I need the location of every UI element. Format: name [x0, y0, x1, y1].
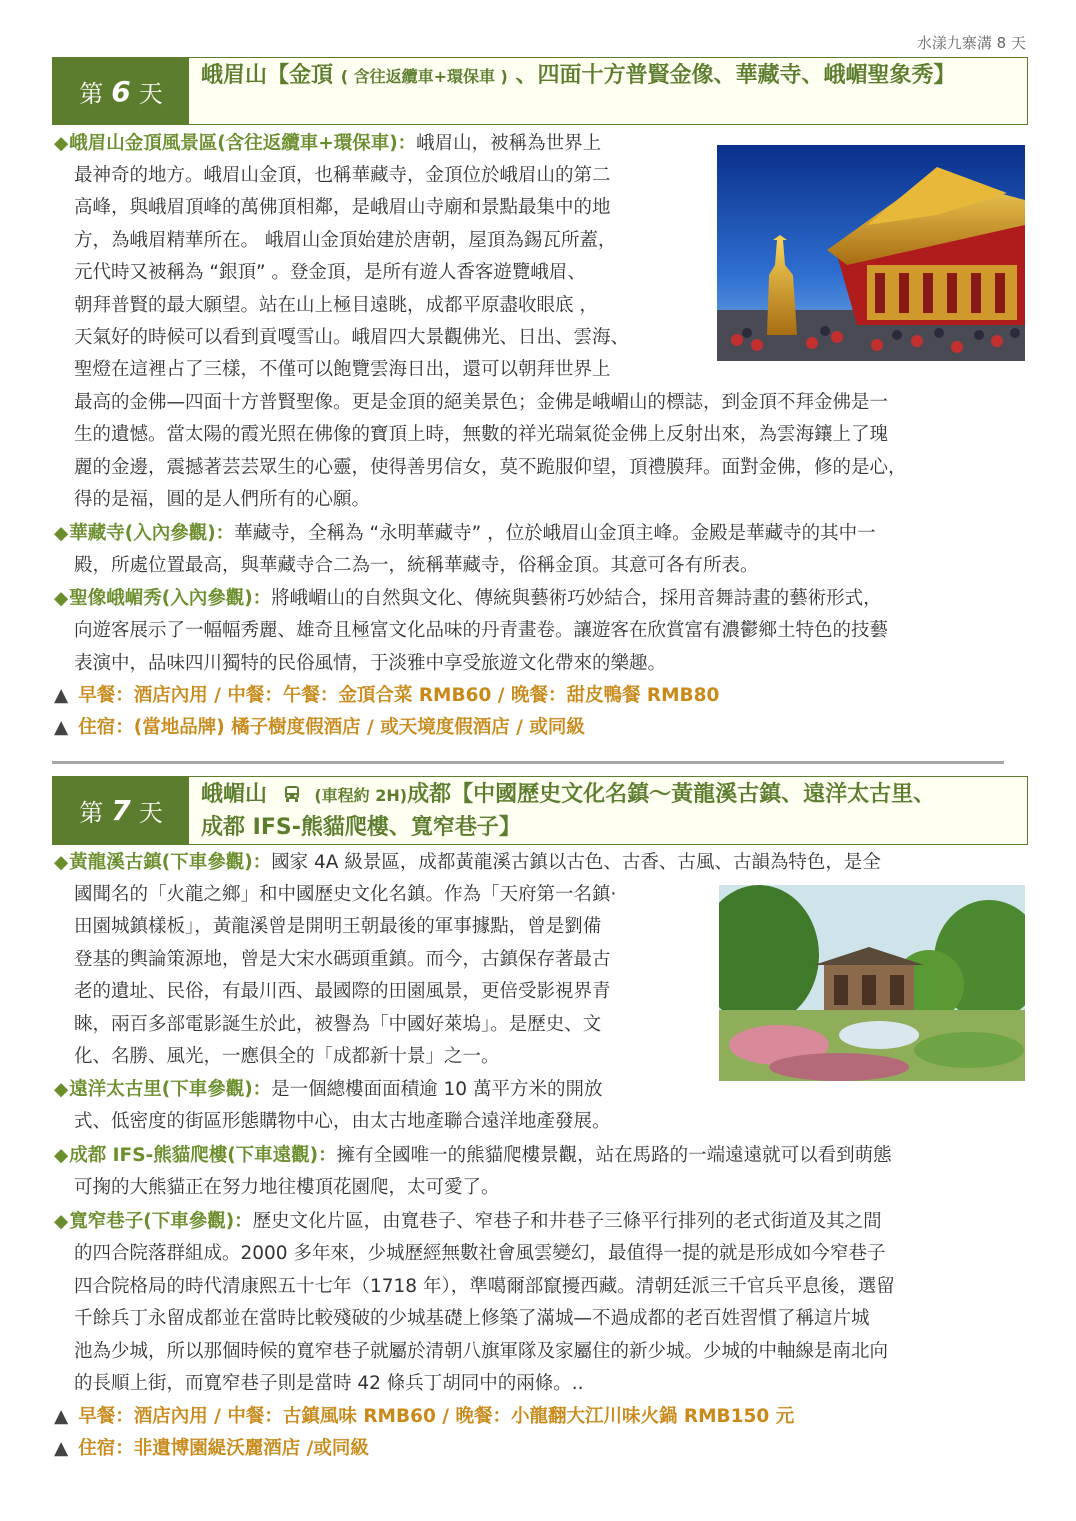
day7-header: [52, 776, 1028, 845]
item-label: 峨眉山金頂風景區(含往返纜車+環保車)：: [69, 133, 417, 154]
day7-badge: [53, 777, 189, 844]
text-line: 得的是福，圓的是人們所有的心願。: [74, 489, 371, 511]
text-line: 方，為峨眉精華所在。 峨眉山金頂始建於唐朝，屋頂為錫瓦所蓋，: [74, 229, 617, 251]
huanglongxi-body: [74, 879, 714, 1073]
text-line: 登基的輿論策源地，曾是大宋水碼頭重鎮。而今，古鎮保存著最古: [74, 948, 611, 970]
text-line: 可掬的大熊貓正在努力地往樓頂花園爬，太可愛了。: [74, 1177, 500, 1199]
day6-stay: [54, 712, 585, 744]
text-line: 的長順上街，而寬窄巷子則是當時 42 條兵丁胡同中的兩條。..: [74, 1373, 584, 1395]
stay-text: 住宿：非遺博園緹沃麗酒店 /或同級: [78, 1438, 369, 1459]
golden-summit-photo: [717, 145, 1025, 361]
text-line: 千餘兵丁永留成都並在當時比較殘破的少城基礎上修築了滿城—不過成都的老百姓習慣了稱這片城: [74, 1308, 870, 1330]
text-line: 田園城鎮樣板」，黃龍溪曾是開明王朝最後的軍事據點，曾是劉備: [74, 916, 602, 938]
title-note: ( 含往返纜車+環保車 ): [340, 67, 508, 86]
golden-summit-body: [74, 160, 714, 387]
ifs-panda-item: [54, 1140, 1034, 1205]
title-part: 、四面十方普賢金像、華藏寺、峨嵋聖象秀】: [515, 63, 956, 88]
item-text: 是一個總樓面面積逾 10 萬平方米的開放: [271, 1079, 603, 1100]
section-divider: [52, 761, 1004, 764]
title-part: 成都【中國歷史文化名鎮～黃龍溪古鎮、遠洋太古里、: [407, 782, 936, 807]
text-line: 聖燈在這裡占了三樣，不僅可以飽覽雲海日出，還可以朝拜世界上: [74, 359, 611, 381]
meal-text: 早餐：酒店內用 / 中餐：午餐：金頂合菜 RMB60 / 晚餐：甜皮鴨餐 RMB80: [78, 685, 720, 706]
day7-meals: [54, 1401, 794, 1433]
text-line: 化、名勝、風光，一應俱全的「成都新十景」之一。: [74, 1046, 500, 1068]
text-line: 朝拜普賢的最大願望。站在山上極目遠眺，成都平原盡收眼底 ，: [74, 294, 598, 316]
text-line: 老的遺址、民俗，有最川西、最國際的田園風景，更倍受影視界青: [74, 981, 611, 1003]
item-text: 華藏寺，全稱為 “永明華藏寺” ，位於峨眉山金頂主峰。金殿是華藏寺的其中一: [234, 523, 876, 544]
title-part: 峨眉山【金頂: [201, 63, 334, 88]
bus-icon: [283, 781, 301, 812]
title-part: 成都 IFS-熊貓爬樓、寬窄巷子】: [201, 815, 521, 840]
day7-stay: [54, 1433, 369, 1465]
day-prefix: 第: [79, 79, 104, 108]
item-label: 聖像峨嵋秀(入內參觀)：: [69, 588, 272, 609]
show-item: [54, 583, 1034, 680]
huanglongxi-item: [54, 847, 1034, 879]
item-label: 華藏寺(入內參觀)：: [69, 523, 235, 544]
huazang-temple-item: [54, 518, 1034, 583]
item-text: 將峨嵋山的自然與文化、傳統與藝術巧妙結合，採用音舞詩畫的藝術形式，: [271, 588, 882, 609]
stay-text: 住宿：(當地品牌) 橘子樹度假酒店 / 或天境度假酒店 / 或同級: [78, 717, 585, 738]
text-line: 的四合院落群組成。2000 多年來，少城歷經無數社會風雲變幻，最值得一提的就是形成如今窄巷子: [74, 1243, 886, 1265]
taikoo-li-item: [54, 1074, 724, 1139]
day6-title: [201, 60, 1017, 92]
golden-summit-body-wide: [74, 387, 1034, 517]
text-line: 元代時又被稱為 “銀頂” 。登金頂，是所有遊人香客遊覽峨眉、: [74, 262, 586, 284]
item-label: 遠洋太古里(下車參觀)：: [69, 1079, 272, 1100]
day6-meals: [54, 680, 719, 712]
item-label: 黃龍溪古鎮(下車參觀)：: [69, 852, 272, 873]
text-line: 最神奇的地方。峨眉山金頂，也稱華藏寺，金頂位於峨眉山的第二: [74, 165, 611, 186]
day-number: 6: [111, 74, 131, 108]
triangle-bullet-icon: ▲: [54, 1438, 69, 1459]
day7-title: [201, 779, 1017, 843]
text-line: 池為少城，所以那個時候的寬窄巷子就屬於清朝八旗軍隊及家屬住的新少城。少城的中軸線是南北向: [74, 1340, 889, 1362]
day-prefix: 第: [79, 799, 104, 827]
text-line: 麗的金邊，震撼著芸芸眾生的心靈，使得善男信女，莫不跪服仰望，頂禮膜拜。面對金佛，修的是心，: [74, 456, 907, 478]
text-line: 最高的金佛—四面十方普賢聖像。更是金頂的絕美景色；金佛是峨嵋山的標誌，到金頂不拜金佛是一: [74, 392, 889, 413]
diamond-bullet-icon: ◆: [54, 523, 69, 544]
diamond-bullet-icon: ◆: [54, 1211, 69, 1232]
text-line: 向遊客展示了一幅幅秀麗、雄奇且極富文化品味的丹青畫卷。讓遊客在欣賞富有濃鬱鄉土特色的技藝: [74, 620, 889, 642]
text-line: 式、低密度的街區形態購物中心，由太古地產聯合遠洋地產發展。: [74, 1111, 611, 1133]
text-line: 高峰，與峨眉頂峰的萬佛頂相鄰，是峨眉山寺廟和景點最集中的地: [74, 197, 611, 219]
text-line: 四合院格局的時代清康熙五十七年（1718 年），準噶爾部竄擾西藏。清朝廷派三千官兵平息後，選留: [74, 1275, 895, 1297]
kuanzhai-alley-item: [54, 1206, 1034, 1400]
diamond-bullet-icon: ◆: [54, 1145, 69, 1166]
diamond-bullet-icon: ◆: [54, 1079, 69, 1100]
item-text: 擁有全國唯一的熊貓爬樓景觀，站在馬路的一端遠遠就可以看到萌態: [336, 1145, 892, 1166]
text-line: 國聞名的「火龍之鄉」和中國歷史文化名鎮。作為「天府第一名鎮·: [74, 884, 617, 905]
triangle-bullet-icon: ▲: [54, 685, 69, 706]
day6-badge: [53, 58, 189, 124]
meal-text: 早餐：酒店內用 / 中餐：古鎮風味 RMB60 / 晚餐：小龍翻大江川味火鍋 RMB150 元: [78, 1406, 795, 1427]
tour-header: 水漾九寨溝 8 天: [916, 34, 1026, 52]
title-part: 峨嵋山: [201, 782, 268, 807]
item-label: 成都 IFS-熊貓爬樓(下車遠觀)：: [69, 1145, 337, 1166]
diamond-bullet-icon: ◆: [54, 852, 69, 873]
day6-header: [52, 57, 1028, 125]
text-line: 生的遺憾。當太陽的霞光照在佛像的寶頂上時，無數的祥光瑞氣從金佛上反射出來，為雲海鑲上了瑰: [74, 424, 889, 446]
text-line: 殿，所處位置最高，與華藏寺合二為一，統稱華藏寺，俗稱金頂。其意可各有所表。: [74, 555, 759, 577]
day-suffix: 天: [138, 799, 163, 827]
text-line: 睞，兩百多部電影誕生於此，被譽為「中國好萊塢」。是歷史、文: [74, 1013, 602, 1035]
diamond-bullet-icon: ◆: [54, 133, 69, 154]
title-note: (車程約 2H): [314, 786, 408, 805]
item-text: 國家 4A 級景區，成都黃龍溪古鎮以古色、古香、古風、古韻為特色，是全: [271, 852, 881, 873]
golden-summit-item: [54, 128, 704, 160]
huanglongxi-photo: [719, 885, 1025, 1081]
item-text: 歷史文化片區，由寬巷子、窄巷子和井巷子三條平行排列的老式街道及其之間: [252, 1211, 882, 1232]
triangle-bullet-icon: ▲: [54, 717, 69, 738]
day-suffix: 天: [138, 79, 163, 108]
text-line: 表演中，品味四川獨特的民俗風情，于淡雅中享受旅遊文化帶來的樂趣。: [74, 652, 667, 674]
item-text: 峨眉山，被稱為世界上: [416, 133, 602, 154]
item-label: 寬窄巷子(下車參觀)：: [69, 1211, 253, 1232]
text-line: 天氣好的時候可以看到貢嘎雪山。峨眉四大景觀佛光、日出、雲海、: [74, 327, 630, 349]
day-number: 7: [111, 794, 131, 827]
diamond-bullet-icon: ◆: [54, 588, 69, 609]
triangle-bullet-icon: ▲: [54, 1406, 69, 1427]
